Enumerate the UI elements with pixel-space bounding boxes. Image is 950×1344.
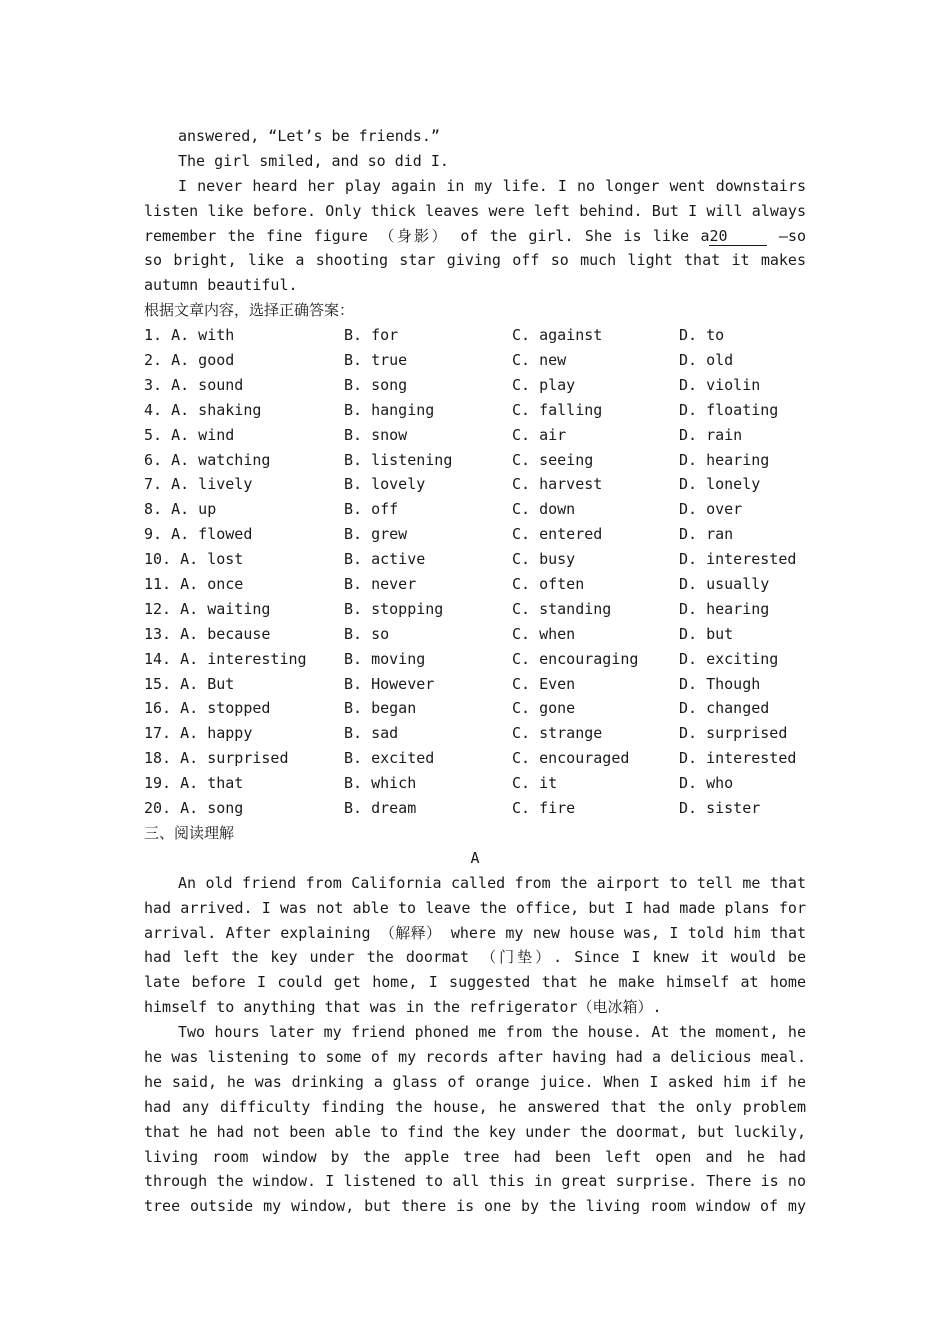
paragraph-line: he said, he was drinking a glass of orange juice. When I asked him if he <box>144 1072 806 1091</box>
option-b: B. off <box>344 500 399 519</box>
question-row <box>144 696 806 721</box>
question-row <box>144 721 806 746</box>
document-content <box>144 124 806 1219</box>
option-c: C. down <box>512 500 576 519</box>
option-b: B. grew <box>344 525 408 544</box>
option-d: D. who <box>679 774 734 793</box>
question-row <box>144 522 806 547</box>
option-d: D. old <box>679 351 734 370</box>
paragraph-2 <box>144 1020 806 1219</box>
option-d: D. floating <box>679 400 779 419</box>
option-a: 12. A. waiting <box>144 599 271 618</box>
option-d: D. over <box>679 500 743 519</box>
option-c: C. fire <box>512 799 576 818</box>
option-d: D. hearing <box>679 450 770 469</box>
option-c: C. new <box>512 351 567 370</box>
question-row <box>144 373 806 398</box>
paragraph-line: Two hours later my friend phoned me from the house. At the moment, he <box>178 1023 806 1042</box>
option-b: B. which <box>344 774 417 793</box>
option-b: B. sad <box>344 724 399 743</box>
option-b: B. true <box>344 351 408 370</box>
option-a: 9. A. flowed <box>144 525 253 544</box>
option-b: B. never <box>344 575 417 594</box>
option-c: C. standing <box>512 599 612 618</box>
question-row <box>144 398 806 423</box>
passage-line: autumn beautiful. <box>144 276 298 295</box>
option-a: 7. A. lively <box>144 475 253 494</box>
option-b: B. song <box>344 375 408 394</box>
question-row <box>144 348 806 373</box>
option-c: C. busy <box>512 550 576 569</box>
option-d: D. sister <box>679 799 761 818</box>
option-c: C. harvest <box>512 475 603 494</box>
option-b: B. lovely <box>344 475 426 494</box>
option-a: 1. A. with <box>144 326 235 345</box>
option-c: C. encouraged <box>512 749 630 768</box>
paragraph-line: living room window by the apple tree had been left open and he had <box>144 1147 806 1166</box>
option-d: D. rain <box>679 425 743 444</box>
option-a: 11. A. once <box>144 575 244 594</box>
question-row <box>144 796 806 821</box>
section-heading: 三、阅读理解 <box>144 823 235 842</box>
option-a: 16. A. stopped <box>144 699 271 718</box>
option-c: C. encouraging <box>512 649 639 668</box>
option-c: C. play <box>512 375 576 394</box>
option-a: 3. A. sound <box>144 375 244 394</box>
paragraph-line: himself to anything that was in the refrigerator（电冰箱）. <box>144 998 662 1017</box>
paragraph-line: tree outside my window, but there is one by the living room window of my <box>144 1197 806 1216</box>
passage-line: I never heard her play again in my life. I no longer went downstairs <box>178 176 806 195</box>
passage-line: listen like before. Only thick leaves were left behind. But I will always <box>144 201 806 220</box>
option-a: 19. A. that <box>144 774 244 793</box>
option-b: B. moving <box>344 649 426 668</box>
option-a: 2. A. good <box>144 351 235 370</box>
question-row <box>144 547 806 572</box>
option-d: D. surprised <box>679 724 788 743</box>
option-b: B. stopping <box>344 599 444 618</box>
option-a: 18. A. surprised <box>144 749 289 768</box>
question-row <box>144 622 806 647</box>
option-d: D. interested <box>679 749 797 768</box>
passage-text: remember the fine figure （身影） of the girl. She is like a <box>144 226 710 245</box>
option-d: D. but <box>679 624 734 643</box>
option-b: B. However <box>344 674 435 693</box>
paragraph-line: late before I could get home, I suggested that he make himself at home <box>144 973 806 992</box>
option-c: C. when <box>512 624 576 643</box>
passage-line: so bright, like a shooting star giving off so much light that it makes <box>144 251 806 270</box>
option-d: D. lonely <box>679 475 761 494</box>
option-b: B. snow <box>344 425 408 444</box>
instruction: 根据文章内容，选择正确答案： <box>144 301 355 320</box>
passage-text: —so <box>778 226 806 245</box>
option-a: 8. A. up <box>144 500 217 519</box>
question-row <box>144 323 806 348</box>
option-c: C. air <box>512 425 567 444</box>
option-a: 17. A. happy <box>144 724 253 743</box>
option-c: C. often <box>512 575 585 594</box>
question-row <box>144 472 806 497</box>
passage-line: answered, “Let’s be friends.” <box>178 127 440 145</box>
option-b: B. began <box>344 699 417 718</box>
option-d: D. exciting <box>679 649 779 668</box>
option-c: C. seeing <box>512 450 594 469</box>
paragraph-1 <box>144 871 806 1020</box>
paragraph-line: had arrived. I was not able to leave the office, but I had made plans for <box>144 898 806 917</box>
option-a: 5. A. wind <box>144 425 235 444</box>
passage-label: A <box>470 848 480 867</box>
paragraph-line: An old friend from California called from the airport to tell me that <box>178 873 806 892</box>
paragraph-line: he was listening to some of my records after having had a delicious meal. <box>144 1047 806 1066</box>
question-list <box>144 323 806 821</box>
answer-blank-20: 20 <box>709 228 767 246</box>
option-b: B. active <box>344 550 426 569</box>
question-row <box>144 572 806 597</box>
passage-line: The girl smiled, and so did I. <box>178 151 449 170</box>
option-d: D. usually <box>679 575 770 594</box>
question-row <box>144 448 806 473</box>
option-c: C. gone <box>512 699 576 718</box>
option-a: 10. A. lost <box>144 550 244 569</box>
option-b: B. for <box>344 326 399 345</box>
option-a: 20. A. song <box>144 799 244 818</box>
question-row <box>144 423 806 448</box>
option-c: C. falling <box>512 400 603 419</box>
question-row <box>144 672 806 697</box>
option-d: D. hearing <box>679 599 770 618</box>
option-b: B. hanging <box>344 400 435 419</box>
question-row <box>144 746 806 771</box>
paragraph-line: arrival. After explaining （解释） where my new house was, I told him that <box>144 923 806 942</box>
option-d: D. changed <box>679 699 770 718</box>
option-a: 14. A. interesting <box>144 649 307 668</box>
option-c: C. entered <box>512 525 603 544</box>
option-d: D. ran <box>679 525 734 544</box>
option-a: 4. A. shaking <box>144 400 262 419</box>
passage-line-with-blank <box>144 224 806 249</box>
option-d: D. interested <box>679 550 797 569</box>
option-b: B. so <box>344 624 390 643</box>
paragraph-line: that he had not been able to find the key under the doormat, but luckily, <box>144 1122 806 1141</box>
option-b: B. listening <box>344 450 453 469</box>
option-a: 13. A. because <box>144 624 271 643</box>
question-row <box>144 497 806 522</box>
option-d: D. Though <box>679 674 761 693</box>
paragraph-line: had left the key under the doormat （门垫）. Since I knew it would be <box>144 948 806 967</box>
option-b: B. excited <box>344 749 435 768</box>
option-c: C. it <box>512 774 558 793</box>
option-b: B. dream <box>344 799 417 818</box>
question-row <box>144 597 806 622</box>
paragraph-line: through the window. I listened to all this in great surprise. There is no <box>144 1172 806 1191</box>
option-d: D. to <box>679 326 725 345</box>
question-row <box>144 771 806 796</box>
paragraph-line: had any difficulty finding the house, he answered that the only problem <box>144 1097 806 1116</box>
option-a: 15. A. But <box>144 674 235 693</box>
option-c: C. Even <box>512 674 576 693</box>
option-a: 6. A. watching <box>144 450 271 469</box>
option-c: C. strange <box>512 724 603 743</box>
option-d: D. violin <box>679 375 761 394</box>
question-row <box>144 647 806 672</box>
option-c: C. against <box>512 326 603 345</box>
